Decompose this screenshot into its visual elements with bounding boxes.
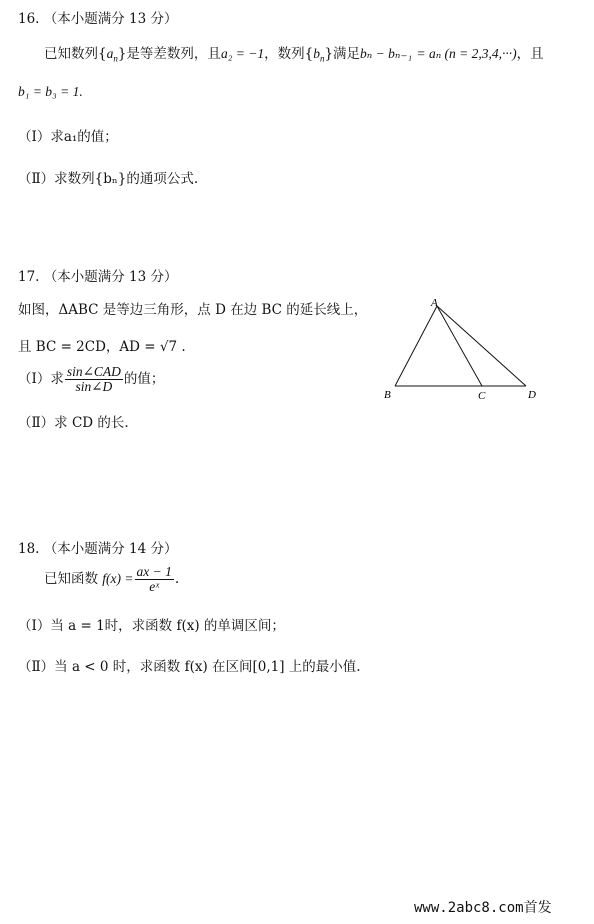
q16-condition: b₁ = b₃ = 1. [18,84,83,99]
label-D: D [528,389,536,401]
label-C: C [478,390,486,402]
q17-ratio-den: sin∠D [75,379,113,395]
q18-part2: （Ⅱ）当 a < 0 时，求函数 f(x) 在区间[0,1] 上的最小值. [18,659,361,675]
q18-fraction [135,565,174,594]
q17-header: 17. （本小题满分 13 分） [18,269,178,285]
q18-text-pre: 已知函数 [44,571,98,588]
q17-part2: （Ⅱ）求 CD 的长. [18,415,129,431]
q16-b-rel-rhs: = aₙ (n = 2,3,4,···) [416,46,517,61]
q16-statement: 已知数列$\{a_n\}$是等差数列，且a₂ = −1，数列$\{b_n\}$满足bₙ − bₙ₋₁ = aₙ (n = 2,3,4,···)，且 [44,46,544,64]
q16-seq-b: b [313,46,320,61]
q17-ratio-num: sin∠CAD [66,364,121,379]
q16-seq-a: a [106,46,114,61]
q16-b-rel-lhs: bₙ − bₙ₋₁ [360,46,413,61]
q17-ratio [65,365,123,394]
q18-frac-den: eˣ [149,579,160,595]
q18-frac-num: ax − 1 [136,564,172,579]
q17-line2: 且 BC = 2CD，AD = √7 . [18,339,186,355]
q18-statement: 已知函数 f(x) = $\frac{ax - 1}{\text{eˣ}}$ . [44,564,180,595]
q17-part1-post: 的值； [123,371,165,388]
triangle-figure [370,295,550,405]
q17-part1 [18,365,164,394]
label-A: A [431,297,438,309]
q16-a2: a₂ = −1 [220,46,265,61]
q17-line1: 如图，ΔABC 是等边三角形，点 D 在边 BC 的延长线上， [18,302,368,318]
q16-text-4: }满足 [324,46,361,62]
q16-text-1: 已知数列{ [44,46,107,62]
q16-text-5: ，且 [516,46,544,62]
q18-header: 18. （本小题满分 14 分） [18,541,178,557]
footer-source: www.2abc8.com首发 [414,900,552,916]
q18-func: f(x) = [102,571,134,587]
label-B: B [384,389,391,401]
q16-part1: （Ⅰ）求a₁的值； [18,129,118,145]
q17-part1-pre: （Ⅰ）求 [18,371,64,388]
q16-text-2: }是等差数列，且 [117,46,221,62]
q16-header: 16. （本小题满分 13 分） [18,11,178,27]
q18-part1: （Ⅰ）当 a = 1时，求函数 f(x) 的单调区间； [18,618,285,634]
q16-part2: （Ⅱ）求数列{bₙ}的通项公式. [18,171,199,187]
q16-text-3: ，数列{ [264,46,314,62]
